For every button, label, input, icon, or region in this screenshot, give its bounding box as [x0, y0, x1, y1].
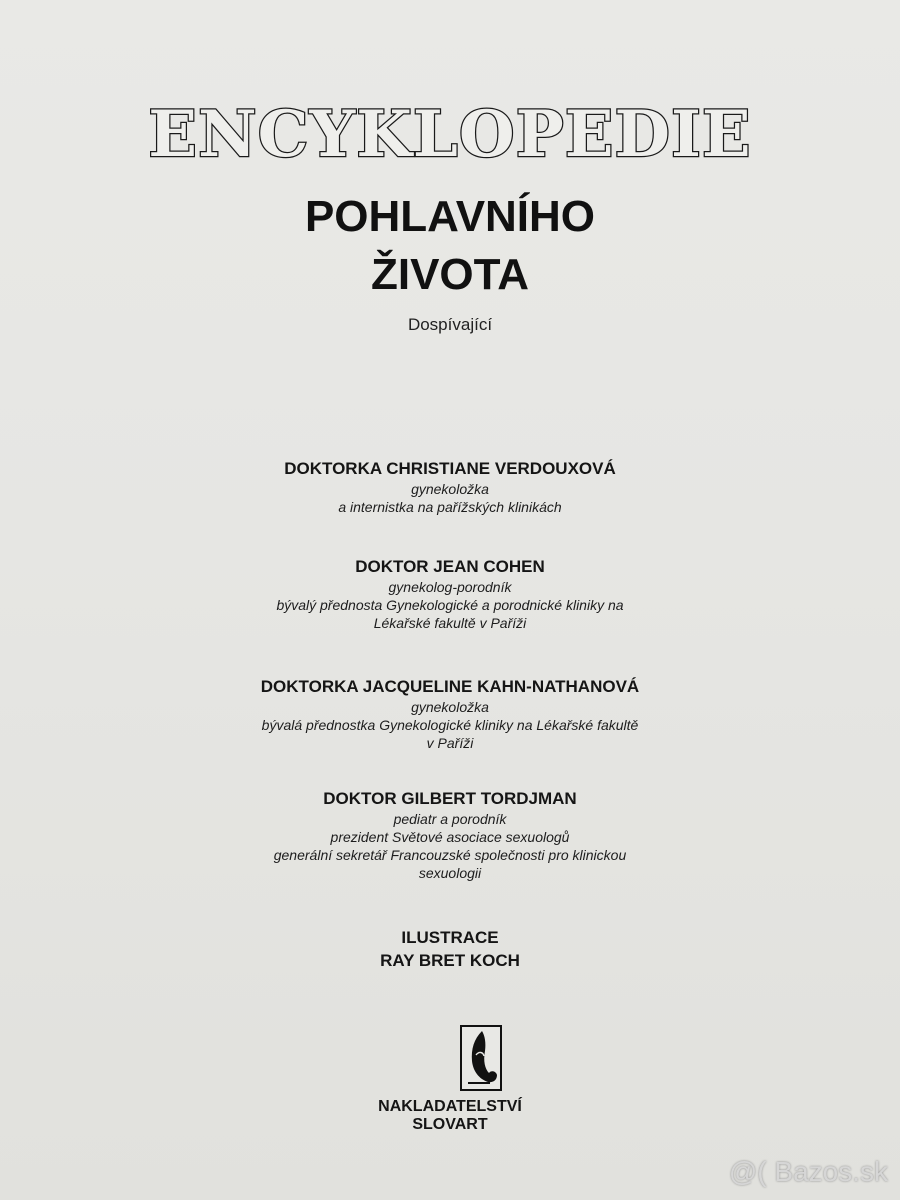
publisher-line1: NAKLADATELSTVÍ	[378, 1098, 522, 1115]
author-title: bývalá přednostka Gynekologické kliniky na Lékařské fakultě	[261, 717, 639, 733]
author-title: bývalý přednosta Gynekologické a porodnické kliniky na	[276, 597, 624, 613]
illustrator-name: RAY BRET KOCH	[380, 951, 520, 970]
author-block	[0, 676, 900, 752]
watermark: @( Bazos.sk	[728, 1156, 888, 1187]
illustration-label: ILUSTRACE	[401, 928, 499, 947]
author-title: a internistka na pařížských klinikách	[338, 499, 562, 515]
author-name: DOKTORKA JACQUELINE KAHN-NATHANOVÁ	[260, 677, 640, 696]
author-block	[0, 788, 900, 882]
book-title-line1: POHLAVNÍHO	[304, 192, 596, 241]
publisher-name	[0, 1098, 900, 1134]
author-title: generální sekretář Francouzské společnosti pro klinickou	[273, 847, 627, 863]
author-title: gynekoložka	[411, 699, 489, 715]
author-title: pediatr a porodník	[393, 811, 507, 827]
author-name: DOKTOR GILBERT TORDJMAN	[323, 789, 577, 808]
author-block	[0, 458, 900, 516]
slovart-bird-logo-icon	[460, 1025, 502, 1091]
author-title: Lékařské fakultě v Paříži	[373, 615, 527, 631]
author-name: DOKTORKA CHRISTIANE VERDOUXOVÁ	[284, 459, 616, 478]
publisher-line2: SLOVART	[412, 1116, 488, 1133]
series-title: ENCYKLOPEDIE	[148, 97, 752, 172]
author-title: gynekoložka	[411, 481, 489, 497]
book-title	[0, 188, 900, 304]
author-title: prezident Světové asociace sexuologů	[330, 829, 570, 845]
illustration-credit	[0, 926, 900, 972]
author-name: DOKTOR JEAN COHEN	[355, 557, 545, 576]
book-title-line2: ŽIVOTA	[370, 250, 530, 299]
author-title: sexuologii	[418, 865, 482, 881]
author-title: gynekolog-porodník	[388, 579, 512, 595]
author-title: v Paříži	[426, 735, 474, 751]
author-block	[0, 556, 900, 632]
book-subtitle: Dospívající	[407, 315, 493, 334]
